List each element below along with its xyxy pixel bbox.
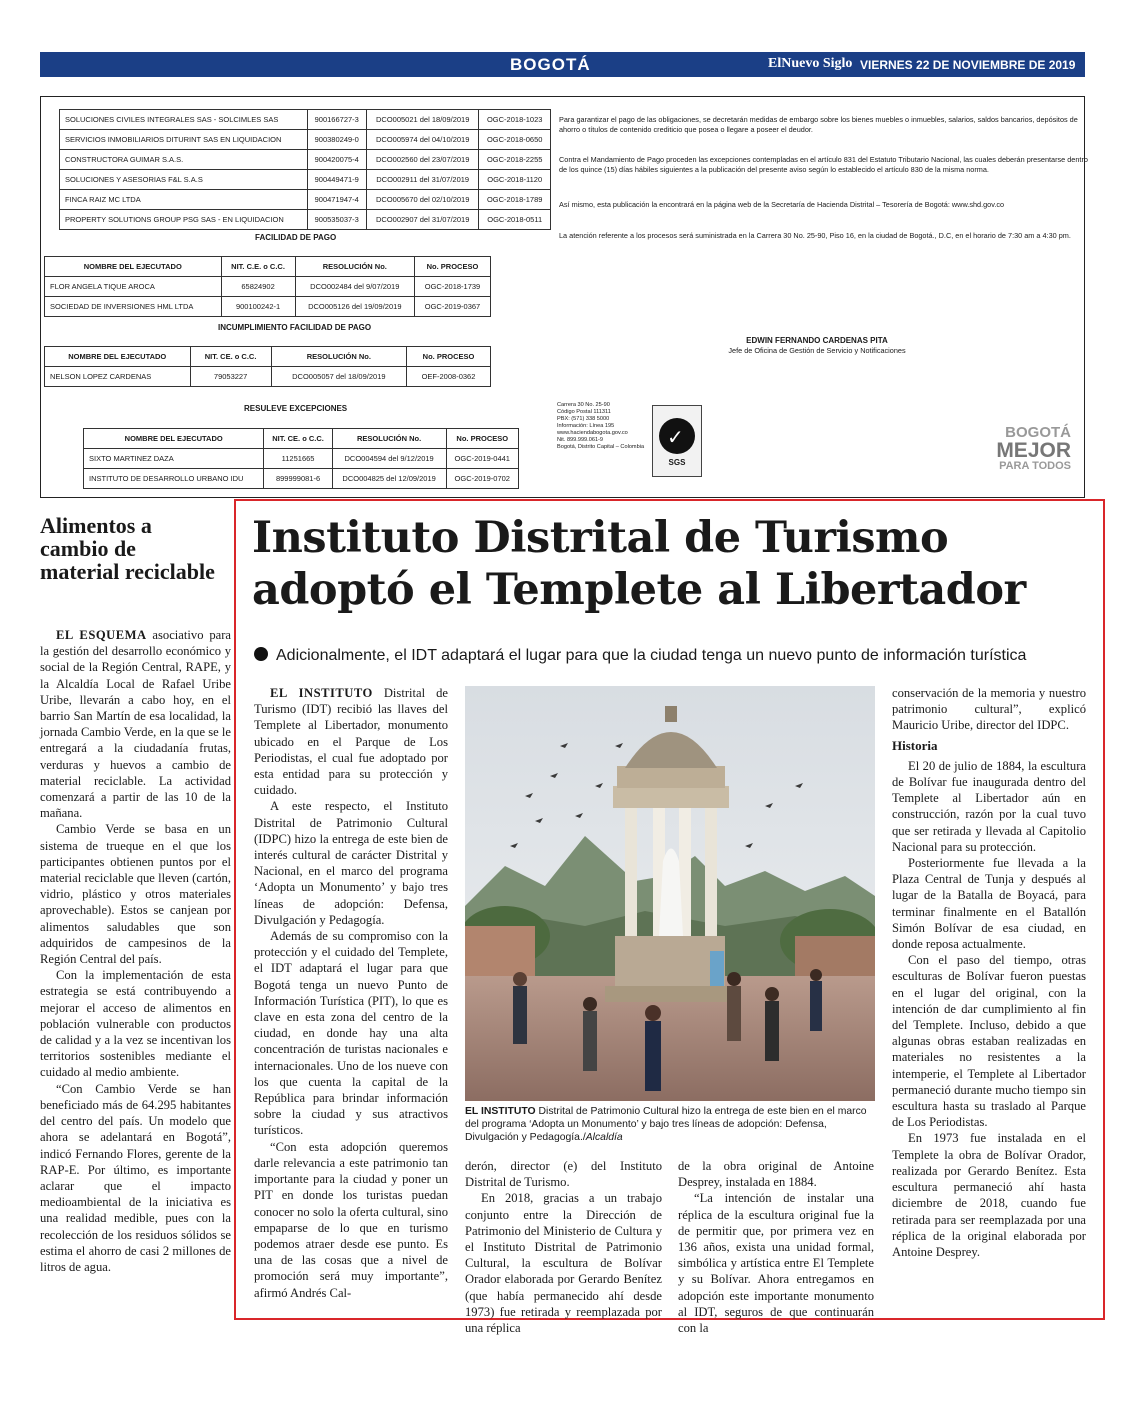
legal-text-web: Así mismo, esta publicación la encontrará en la página web de la Secretaría de Hacienda Distrital – Tesorería de Bogotá: www.shd.gov.co (559, 200, 1005, 209)
table-header-cell: NOMBRE DEL EJECUTADO (84, 429, 264, 449)
templete-photo (465, 686, 875, 1101)
table-cell: SOCIEDAD DE INVERSIONES HML LTDA (45, 297, 222, 317)
table-row (60, 130, 551, 150)
table-cell: PROPERTY SOLUTIONS GROUP PSG SAS - EN LIQUIDACION (60, 210, 308, 230)
templete-illustration (465, 686, 875, 1101)
side-paragraph (40, 627, 231, 821)
photo-caption (465, 1105, 877, 1144)
table-cell: DCO005670 del 02/10/2019 (366, 190, 478, 210)
signature-role: Jefe de Oficina de Gestión de Servicio y Notificaciones (728, 346, 906, 355)
facilidad-table (44, 256, 491, 317)
table-cell: DCO005126 del 19/09/2019 (295, 297, 414, 317)
table-header-cell: NIT. CE. o C.C. (190, 347, 271, 367)
check-icon: ✓ (667, 425, 684, 449)
table-row (84, 469, 519, 489)
sgs-label: SGS (668, 458, 686, 467)
table-row (45, 277, 491, 297)
signature-block (667, 336, 967, 355)
side-paragraph: Con la implementación de esta estrategia se está contribuyendo a mejorar el acceso de alimentos en población vulnerable con productos de calidad y a la vez se incentivan los territorios sostenibles mediante el cuidado al medio ambiente. (40, 968, 231, 1080)
side-paragraph: “Con Cambio Verde se han beneficiado más de 64.295 habitantes del centro del país. Un modelo que ahora se adelantará en Bogotá”, indicó Fernando Flores, gerente de la RAP-E. Por último, es importante aclarar que el impacto medioambiental de la iniciativa es una realidad medible, pues con la recolección de los residuos sólidos se estima el ahorro de casi 2 millones de litros de agua. (40, 1081, 231, 1274)
table-cell: OGC-2019-0367 (414, 297, 490, 317)
article-paragraph-text: Distrital de Turismo (IDT) recibió las llaves del Templete al Libertador, monumento ubicado en el Parque de Los Periodistas, el cual fue adoptado por esta entidad para su protección y cuidado. (254, 686, 448, 798)
excepciones-title: RESULEVE EXCEPCIONES (244, 404, 348, 413)
table-header-cell: No. PROCESO (414, 257, 490, 277)
table-cell: DCO002560 del 23/07/2019 (366, 150, 478, 170)
table-cell: DCO005974 del 04/10/2019 (366, 130, 478, 150)
table-cell: 900166727-3 (307, 110, 366, 130)
table-cell: SOLUCIONES CIVILES INTEGRALES SAS - SOLCIMLES SAS (60, 110, 308, 130)
side-lead: EL ESQUEMA (56, 628, 147, 642)
article-paragraph: “Con esta adopción queremos darle relevancia a este patrimonio tan importante para la ciudad y poner un PIT en donde los turistas puedan conocer no solo la oferta cultural, sino empaparse de lo que en turismo podemos atraer desde ese punto. Es una de las cosas que a nivel de promoción será muy importante”, afirmó Andrés Cal- (254, 1139, 448, 1300)
article-column-4 (892, 685, 1086, 1260)
caption-credit: Alcaldía (585, 1132, 623, 1143)
contact-line: Código Postal 111311 (557, 409, 611, 415)
page-header-bar (40, 52, 1120, 77)
bullet-icon (254, 647, 268, 661)
table-header-cell: NOMBRE DEL EJECUTADO (45, 347, 191, 367)
section-heading-historia: Historia (892, 737, 938, 753)
table-row (45, 367, 491, 387)
table-row (60, 110, 551, 130)
table-header-cell: RESOLUCIÓN No. (295, 257, 414, 277)
signature-name: EDWIN FERNANDO CARDENAS PITA (746, 336, 888, 345)
main-subhead (254, 647, 1094, 665)
article-paragraph: Además de su compromiso con la protección y el cuidado del Templete, el IDT adaptará el lugar para que Bogotá tenga un nuevo Punto de Información Turística (PIT), lo que es clave en esta zona del centro de la ciudad, en donde hay una alta concentración de turistas nacionales e internacionales. Uno de los nueve con los que cuenta la capital de la República para brindar información sobre la ciudad y sus atractivos turísticos. (254, 929, 448, 1138)
table-cell: FLOR ANGELA TIQUE AROCA (45, 277, 222, 297)
table-cell: DCO002911 del 31/07/2019 (366, 170, 478, 190)
contact-line: Nit. 899.999.061-9 (557, 437, 604, 443)
article-paragraph: “La intención de instalar una réplica de la escultura original fue la de permitir que, por primera vez en 136 años, exista una unidad formal, simbólica y artística entre El Templete y su Bolívar. Ahora entregamos en adopción este importante monumento al IDT, seguros de que continuarán con la (678, 1191, 874, 1336)
legal-text-embargo: Para garantizar el pago de las obligaciones, se decretarán medidas de embargo sobre los bienes muebles o inmuebles, salarios, saldos bancarios, depósitos de ahorro o títulos de contenido crediticio que posea o llegare a poseer el deudor. (559, 115, 1078, 134)
table-cell: OEF-2008-0362 (407, 367, 491, 387)
table-cell: OGC-2019-0702 (446, 469, 518, 489)
article-column-1 (254, 685, 448, 1301)
table-cell: NELSON LOPEZ CARDENAS (45, 367, 191, 387)
table-cell: 900420075-4 (307, 150, 366, 170)
caption-lead: EL INSTITUTO (465, 1106, 536, 1117)
table-cell: OGC-2018-2255 (479, 150, 551, 170)
subhead-text: Adicionalmente, el IDT adaptará el lugar para que la ciudad tenga un nuevo punto de información turística (276, 647, 1027, 664)
table-cell: DCO002484 del 9/07/2019 (295, 277, 414, 297)
issue-date: VIERNES 22 DE NOVIEMBRE DE 2019 (860, 58, 1076, 72)
table-cell: OGC-2018-0650 (479, 130, 551, 150)
table-cell: DCO002907 del 31/07/2019 (366, 210, 478, 230)
table-row (60, 210, 551, 230)
page-number: 11B (1087, 54, 1120, 74)
legal-notice (40, 96, 1088, 498)
sgs-certification-seal (652, 405, 702, 477)
table-cell: 11251665 (264, 449, 332, 469)
logo-line: MEJOR (996, 439, 1071, 462)
table-cell: DCO004594 del 9/12/2019 (332, 449, 446, 469)
contact-line: Información: Línea 195 (557, 423, 615, 429)
table-header-cell: NOMBRE DEL EJECUTADO (45, 257, 222, 277)
table-row (60, 150, 551, 170)
table-cell: SIXTO MARTINEZ DAZA (84, 449, 264, 469)
table-cell: 79053227 (190, 367, 271, 387)
contact-line: www.haciendabogota.gov.co (557, 430, 628, 436)
contact-info (557, 402, 644, 451)
table-header-cell: NIT. CE. o C.C. (264, 429, 332, 449)
article-column-2 (465, 1158, 662, 1336)
table-row (84, 449, 519, 469)
table-cell: OGC-2018-1739 (414, 277, 490, 297)
table-cell: 899999081-6 (264, 469, 332, 489)
side-article-body (40, 627, 231, 1275)
table-header-cell: RESOLUCIÓN No. (332, 429, 446, 449)
table-row (60, 170, 551, 190)
logo-line: PARA TODOS (999, 460, 1071, 472)
table-row (60, 190, 551, 210)
incumplimiento-title: INCUMPLIMIENTO FACILIDAD DE PAGO (218, 323, 372, 332)
facilidad-title: FACILIDAD DE PAGO (255, 233, 337, 242)
table-cell: CONSTRUCTORA GUIMAR S.A.S. (60, 150, 308, 170)
side-article-title: Alimentos a cambio de material reciclable (40, 513, 215, 584)
article-paragraph (254, 685, 448, 798)
contact-line: Bogotá, Distrito Capital – Colombia (557, 444, 645, 450)
logo-line: BOGOTÁ (1005, 424, 1071, 441)
table-cell: DCO004825 del 12/09/2019 (332, 469, 446, 489)
article-paragraph: de la obra original de Antoine Desprey, instalada en 1884. (678, 1159, 874, 1190)
side-paragraph-text: asociativo para la gestión del desarrollo económico y social de la Región Central, RAPE, y la Alcaldía Local de Rafael Uribe Uribe, llevarán a cabo hoy, en el barrio San Martín de esa localidad, la jornada Cambio Verde, en la que se le entregará a la ciudadanía frutas, verduras y huevos a cambio de material reciclable. La actividad comenzará a partir de las 10 de la mañana. (40, 628, 231, 821)
article-paragraph: En 2018, gracias a un trabajo conjunto entre la Dirección de Patrimonio del Ministerio de Cultura y el Instituto Distrital de Patrimonio Cultural, la escultura de Bolívar Orador elaborada por Gerardo Benítez (que había permanecido ahí desde 1973) fue retirada y reemplazada por una réplica (465, 1191, 662, 1336)
table-cell: 900380249-0 (307, 130, 366, 150)
article-paragraph: derón, director (e) del Instituto Distrital de Turismo. (465, 1159, 662, 1190)
incumplimiento-table (44, 346, 491, 387)
contact-line: Carrera 30 No. 25-90 (557, 402, 610, 408)
table-cell: 900449471-9 (307, 170, 366, 190)
article-lead: EL INSTITUTO (270, 686, 373, 700)
article-paragraph: En 1973 fue instalada en el Templete la obra de Bolívar Orador, realizada por Gerardo Benítez. Esta escultura permaneció ahí hasta diciembre de 2018, cuando fue retirada para ser reemplazada por una réplica de la original elaborada por Antoine Desprey. (892, 1131, 1086, 1259)
table-cell: INSTITUTO DE DESARROLLO URBANO IDU (84, 469, 264, 489)
article-paragraph: A este respecto, el Instituto Distrital de Patrimonio Cultural (IDPC) hizo la entrega de este bien de interés cultural de carácter Distrital y Nacional, en el marco del programa ‘Adopta un Monumento’ y bajo tres líneas de adopción: Defensa, Divulgación y Pedagogía. (254, 799, 448, 927)
article-paragraph: conservación de la memoria y nuestro patrimonio cultural”, explicó Mauricio Uribe, director del IDPC. (892, 686, 1086, 733)
article-paragraph: Posteriormente fue llevada a la Plaza Central de Tunja y después al lugar de la Batalla de Boyacá, para terminar finalmente en el Batallón Simón Bolívar de esa ciudad, en donde reposa actualmente. (892, 856, 1086, 952)
newspaper-name: ElNuevo Siglo (768, 56, 853, 71)
caption-text: Distrital de Patrimonio Cultural hizo la entrega de este bien en el marco del programa ‘Adopta un Monumento’ y bajo tres líneas de adopción: Defensa, Divulgación y Pedagogía./ (465, 1106, 867, 1143)
table-header-cell: No. PROCESO (446, 429, 518, 449)
table-cell: OGC-2018-1789 (479, 190, 551, 210)
table-cell: 65824902 (221, 277, 295, 297)
table-cell: FINCA RAIZ MC LTDA (60, 190, 308, 210)
notice-table-top (59, 109, 551, 230)
legal-text-excepciones: Contra el Mandamiento de Pago proceden las excepciones contempladas en el artículo 831 del Estatuto Tributario Nacional, las cuales deberán presentarse dentro de los quince (15) días hábiles siguientes a la publicación del presente aviso según lo establecido el artículo 830 de la misma norma. (559, 155, 1088, 174)
table-row (45, 297, 491, 317)
table-cell: DCO005057 del 18/09/2019 (271, 367, 406, 387)
bogota-mejor-logo (971, 425, 1071, 472)
article-paragraph: Con el paso del tiempo, otras esculturas de Bolívar fueron puestas en el lugar del original, con la intención de dar cumplimiento al fin del Templete. Incluso, debido a que algunas obras estaban realizadas en materiales no resistentes a la intemperie, el Templete al Libertador permaneció durante mucho tiempo sin escultura hasta su traslado al Parque de Los Periodistas. (892, 953, 1086, 1130)
table-header-cell: RESOLUCIÓN No. (271, 347, 406, 367)
article-column-3 (678, 1158, 874, 1336)
table-cell: SERVICIOS INMOBILIARIOS DITURINT SAS EN LIQUIDACION (60, 130, 308, 150)
side-paragraph: Cambio Verde se basa en un sistema de trueque en el que los participantes obtienen puntos por el material reciclable que lleven (cartón, vidrio, plástico y otros materiales aprovechable). Estos se canjean por alimentos saludables que son adquiridos de campesinos de la Región Central del país. (40, 822, 231, 967)
table-cell: OGC-2018-0511 (479, 210, 551, 230)
table-header-cell: No. PROCESO (407, 347, 491, 367)
article-paragraph: El 20 de julio de 1884, la escultura de Bolívar fue inaugurada dentro del Templete al Libertador aún en construcción, razón por la cual tuvo que ser retirada y llevada al Capitolio Nacional para su protección. (892, 758, 1086, 854)
table-cell: 900100242-1 (221, 297, 295, 317)
table-cell: OGC-2019-0441 (446, 449, 518, 469)
section-name: BOGOTÁ (510, 55, 591, 74)
table-cell: OGC-2018-1023 (479, 110, 551, 130)
table-cell: OGC-2018-1120 (479, 170, 551, 190)
table-cell: 900471947-4 (307, 190, 366, 210)
main-headline: Instituto Distrital de Turismo adoptó el Templete al Libertador (252, 513, 1026, 615)
contact-line: PBX: (571) 338 5000 (557, 416, 610, 422)
table-cell: 900535037-3 (307, 210, 366, 230)
table-header-cell: NIT. C.E. o C.C. (221, 257, 295, 277)
excepciones-table (83, 428, 519, 489)
table-cell: DCO005021 del 18/09/2019 (366, 110, 478, 130)
legal-text-attention: La atención referente a los procesos será suministrada en la Carrera 30 No. 25-90, Piso 16, en la ciudad de Bogotá., D.C, en el horario de 7:30 am a 4:30 pm. (559, 231, 1071, 240)
table-cell: SOLUCIONES Y ASESORIAS F&L S.A.S (60, 170, 308, 190)
